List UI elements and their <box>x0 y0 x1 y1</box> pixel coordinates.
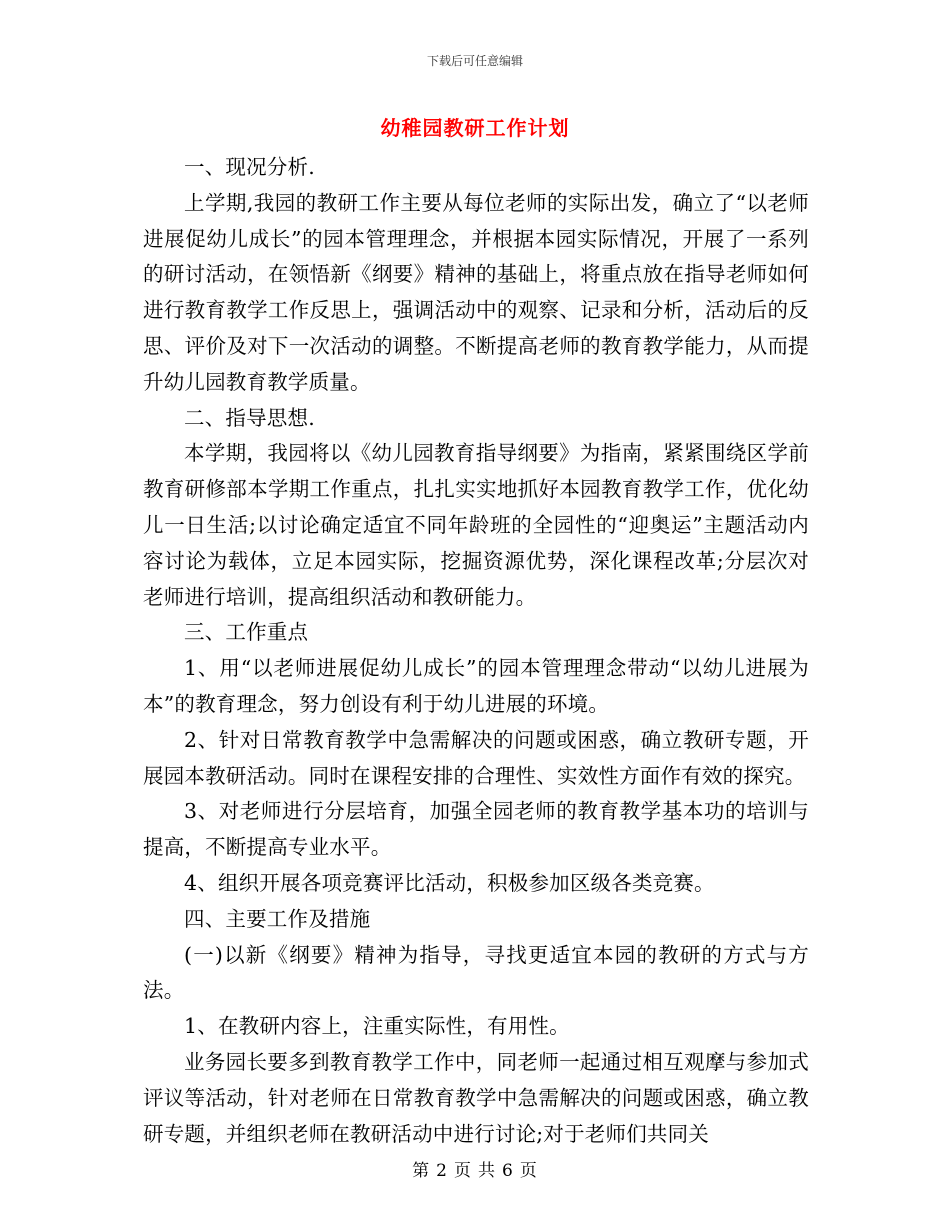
list-item: 3、对老师进行分层培育，加强全园老师的教育教学基本功的培训与提高，不断提高专业水平。 <box>143 799 809 860</box>
document-body <box>143 150 809 1152</box>
list-item: 4、组织开展各项竞赛评比活动，积极参加区级各类竞赛。 <box>184 870 715 895</box>
sub-heading: (一)以新《纲要》精神为指导，寻找更适宜本园的教研的方式与方法。 <box>143 942 809 1003</box>
section-heading-3: 三、工作重点 <box>184 620 309 645</box>
header-note: 下载后可任意编辑 <box>426 54 523 68</box>
current-page-number: 2 <box>436 1161 448 1181</box>
section-heading-4: 四、主要工作及措施 <box>184 906 371 931</box>
section-heading-2: 二、指导思想. <box>184 405 315 430</box>
footer-prefix: 第 <box>412 1161 431 1181</box>
list-item: 2、针对日常教育教学中急需解决的问题或困惑，确立教研专题，开展园本教研活动。同时在课程安排的合理性、实效性方面作有效的探究。 <box>143 727 809 788</box>
list-item: 1、在教研内容上，注重实际性，有用性。 <box>184 1014 570 1039</box>
section-heading-1: 一、现况分析. <box>184 155 315 179</box>
paragraph: 上学期,我园的教研工作主要从每位老师的实际出发，确立了“以老师进展促幼儿成长”的园本管理理念，并根据本园实际情况，开展了一系列的研讨活动，在领悟新《纲要》精神的基础上，将重点放在指导老师如何进行教育教学工作反思上，强调活动中的观察、记录和分析，活动后的反思、评价及对下一次活动的调整。不断提高老师的教育教学能力，从而提升幼儿园教育教学质量。 <box>143 190 809 394</box>
document-title: 幼稚园教研工作计划 <box>380 116 570 140</box>
list-item: 1、用“以老师进展促幼儿成长”的园本管理理念带动“以幼儿进展为本”的教育理念，努力创设有利于幼儿进展的环境。 <box>143 656 809 716</box>
footer-page-word: 页 <box>454 1161 472 1181</box>
paragraph: 业务园长要多到教育教学工作中，同老师一起通过相互观摩与参加式评议等活动，针对老师在日常教育教学中急需解决的问题或困惑，确立教研专题，并组织老师在教研活动中进行讨论;对于老师们共同关 <box>143 1049 809 1146</box>
total-page-number: 6 <box>502 1161 514 1181</box>
page-footer <box>0 1156 950 1181</box>
paragraph: 本学期，我园将以《幼儿园教育指导纲要》为指南，紧紧围绕区学前教育研修部本学期工作重点，扎扎实实地抓好本园教育教学工作，优化幼儿一日生活;以讨论确定适宜不同年龄班的全园性的“迎奥运”主题活动内容讨论为载体，立足本园实际，挖掘资源优势，深化课程改革;分层次对老师进行培训，提高组织活动和教研能力。 <box>143 441 809 609</box>
footer-suffix: 页 <box>519 1161 538 1181</box>
footer-total-word: 共 <box>478 1161 496 1181</box>
